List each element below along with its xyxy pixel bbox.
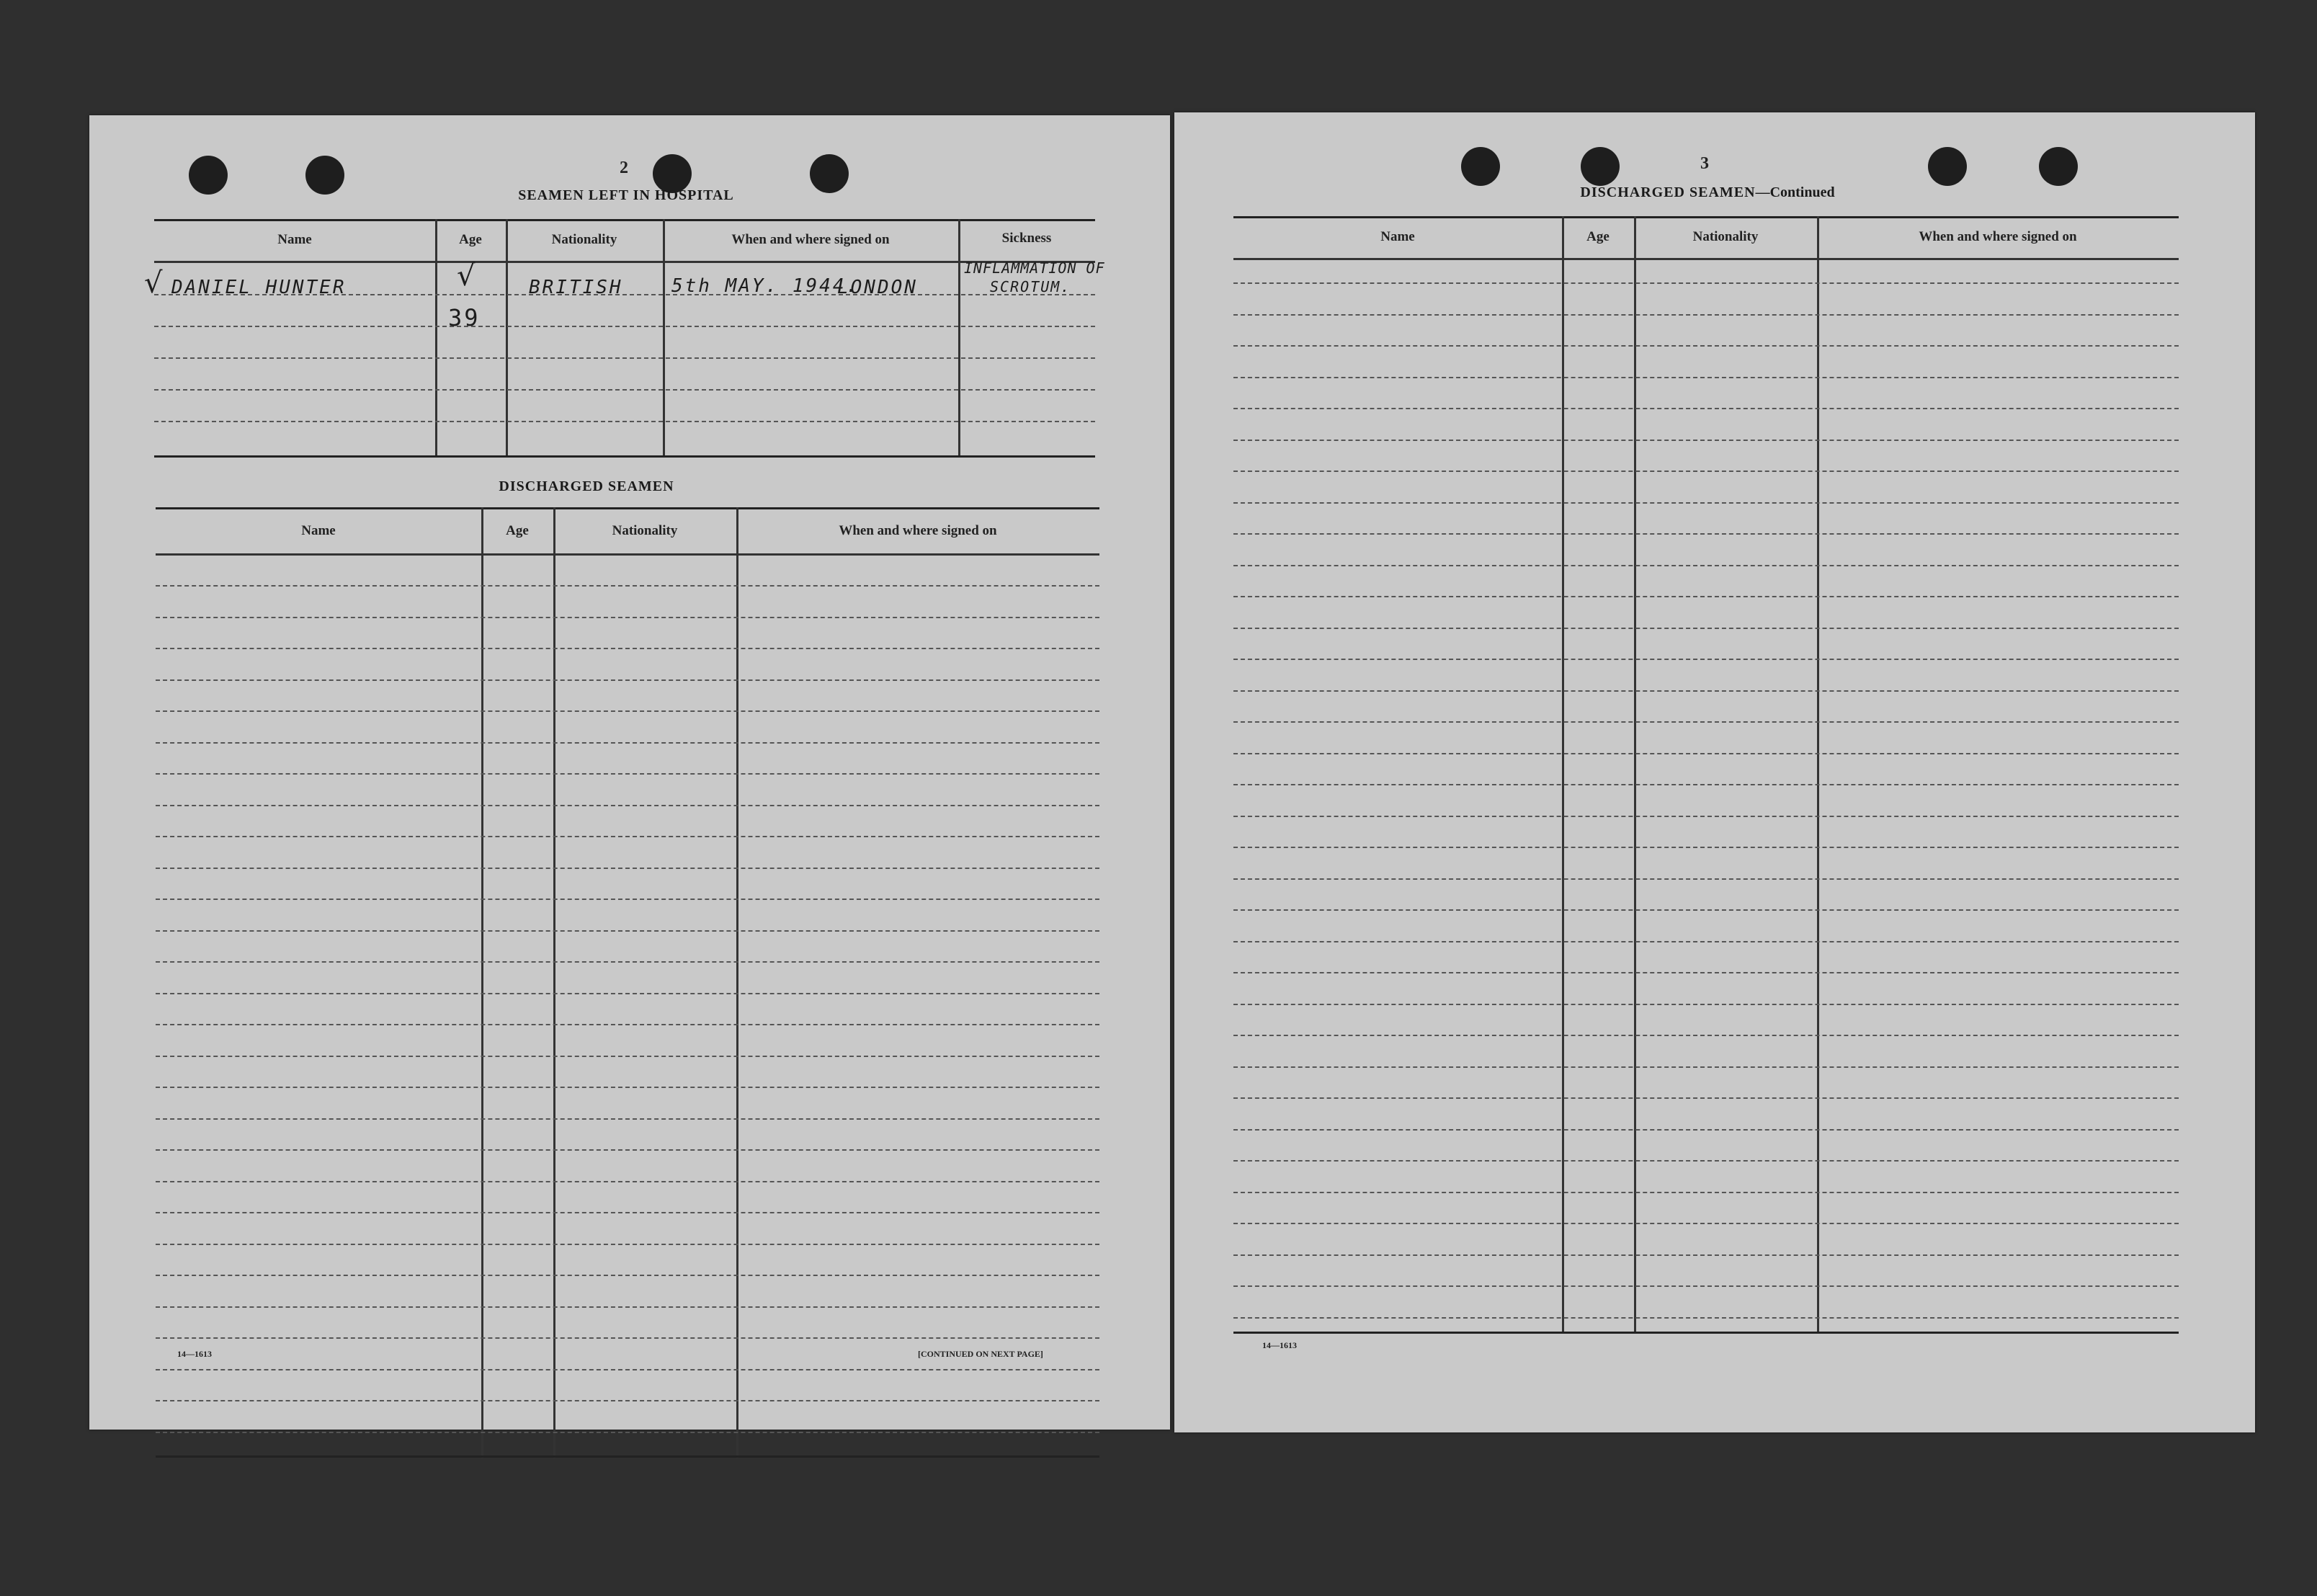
punch-hole [189, 156, 228, 195]
ruled-line [1233, 784, 2179, 785]
ruled-line [1233, 377, 2179, 378]
ruled-line [156, 961, 1099, 963]
ruled-line [1233, 1004, 2179, 1005]
ruled-line [156, 1056, 1099, 1057]
table-bottom-rule [1233, 1332, 2179, 1334]
entry-place-signed: LONDON [837, 277, 918, 298]
ruled-line [156, 742, 1099, 744]
title-main: DISCHARGED SEAMEN [1580, 184, 1756, 200]
form-code: 14—1613 [177, 1349, 212, 1359]
col-head-nationality: Nationality [1692, 229, 1759, 244]
ruled-line [156, 585, 1099, 587]
ruled-line [1233, 1192, 2179, 1193]
col-head-sickness: Sickness [1001, 231, 1052, 246]
col-head-age: Age [506, 523, 529, 538]
punch-hole [1461, 147, 1500, 186]
check-mark-icon: √ [457, 259, 476, 293]
ruled-line [1233, 533, 2179, 535]
ruled-line [156, 805, 1099, 806]
ruled-line [156, 617, 1099, 618]
col-head-signed-on: When and where signed on [839, 523, 997, 538]
col-head-signed-on: When and where signed on [731, 232, 890, 247]
ruled-line [156, 1275, 1099, 1276]
ruled-line [1233, 659, 2179, 660]
ruled-line [1233, 909, 2179, 911]
entry-sickness-line1: INFLAMMATION OF [964, 259, 1105, 277]
ruled-line [1233, 628, 2179, 629]
discharged-continued-title [1520, 184, 1895, 201]
ruled-line [156, 1181, 1099, 1182]
punch-hole [2039, 147, 2078, 186]
entry-name: DANIEL HUNTER [171, 277, 347, 298]
ruled-line [156, 1087, 1099, 1088]
form-code: 14—1613 [1262, 1340, 1297, 1350]
discharged-continued-table [1233, 216, 2179, 1334]
title-suffix: —Continued [1755, 184, 1835, 200]
ruled-line [1233, 1254, 2179, 1256]
entry-date-signed: 5th MAY. 1944. [671, 275, 860, 297]
ruled-line [1233, 1129, 2179, 1131]
ruled-line [156, 773, 1099, 775]
col-head-signed-on: When and where signed on [1919, 229, 2077, 244]
ruled-line [1233, 941, 2179, 942]
entry-nationality: BRITISH [529, 277, 623, 298]
col-head-name: Name [1380, 229, 1415, 244]
discharged-table [156, 507, 1099, 1458]
punch-hole [305, 156, 344, 195]
punch-hole [1581, 147, 1620, 186]
ruled-line [156, 1118, 1099, 1120]
page-number: 3 [1700, 154, 1709, 173]
ruled-line [1233, 1285, 2179, 1287]
ruled-line [1233, 1097, 2179, 1099]
ruled-line [1233, 1317, 2179, 1319]
punch-hole [1928, 147, 1967, 186]
page-number: 2 [620, 159, 628, 177]
col-head-age: Age [1586, 229, 1610, 244]
entry-age: 39 [448, 304, 481, 331]
table-bottom-rule [156, 1455, 1099, 1458]
col-head-nationality: Nationality [551, 232, 617, 247]
ruled-line [156, 899, 1099, 900]
ruled-line [1233, 471, 2179, 472]
ruled-line [156, 993, 1099, 994]
ruled-line [156, 1024, 1099, 1025]
ruled-line [1233, 596, 2179, 597]
hospital-table [144, 219, 1105, 458]
ruled-line [1233, 753, 2179, 754]
ruled-line [1233, 721, 2179, 723]
col-head-nationality: Nationality [612, 523, 678, 538]
ruled-line [156, 930, 1099, 932]
hospital-section-title: SEAMEN LEFT IN HOSPITAL [518, 187, 734, 203]
ruled-line [1233, 408, 2179, 409]
ruled-line [1233, 1066, 2179, 1068]
ruled-line [156, 868, 1099, 869]
discharged-section-title: DISCHARGED SEAMEN [499, 478, 674, 494]
ruled-line [1233, 282, 2179, 284]
entry-sickness-line2: SCROTUM. [990, 278, 1071, 295]
ruled-line [156, 1369, 1099, 1370]
left-page [89, 115, 1170, 1430]
ruled-line [156, 1432, 1099, 1433]
ruled-line [1233, 878, 2179, 880]
ruled-line [156, 648, 1099, 649]
col-head-age: Age [459, 232, 482, 247]
ruled-line [156, 1212, 1099, 1213]
ruled-line [156, 1149, 1099, 1151]
check-mark-icon: √ [144, 267, 163, 300]
right-page [1174, 112, 2255, 1432]
col-head-name: Name [301, 523, 336, 538]
ruled-line [1233, 440, 2179, 441]
col-head-name: Name [277, 232, 312, 247]
ruled-line [156, 1400, 1099, 1401]
ruled-line [156, 836, 1099, 837]
ruled-line [1233, 847, 2179, 848]
ruled-line [156, 1306, 1099, 1308]
ruled-line [1233, 502, 2179, 504]
ruled-line [1233, 1035, 2179, 1036]
ruled-line [1233, 690, 2179, 692]
ruled-line [156, 1337, 1099, 1339]
ruled-line [156, 710, 1099, 712]
ruled-line [1233, 1223, 2179, 1224]
continued-note: [CONTINUED ON NEXT PAGE] [918, 1349, 1043, 1359]
ruled-line [1233, 972, 2179, 973]
ruled-line [156, 1244, 1099, 1245]
ruled-line [156, 679, 1099, 681]
ruled-line [1233, 565, 2179, 566]
ruled-line [1233, 1160, 2179, 1162]
ruled-line [1233, 314, 2179, 316]
ruled-line [1233, 345, 2179, 347]
ruled-line [1233, 816, 2179, 817]
